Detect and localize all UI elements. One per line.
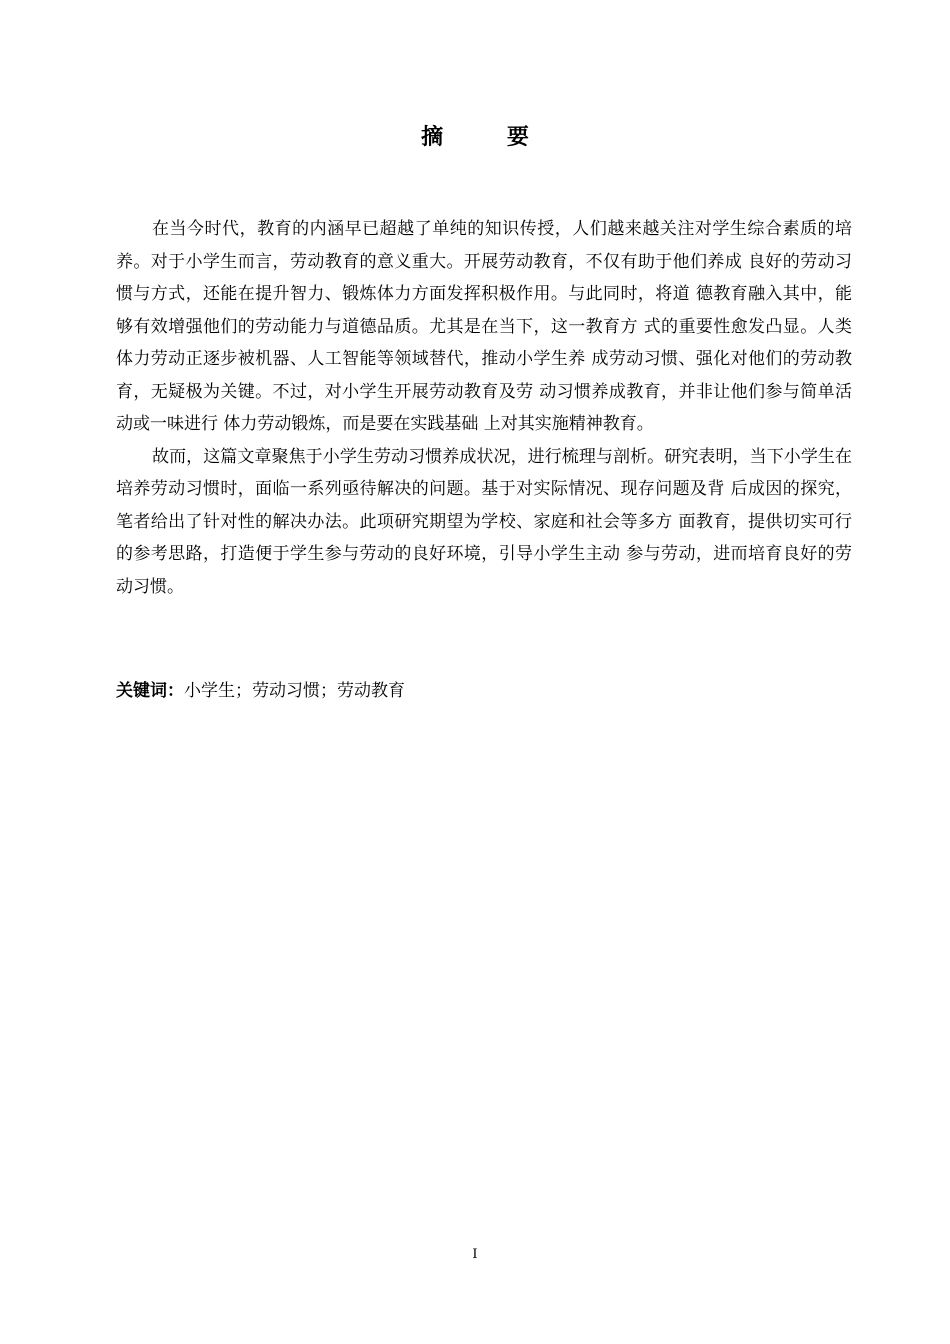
- keywords-value: 小学生；劳动习惯；劳动教育: [184, 681, 405, 701]
- page-number: I: [472, 1247, 478, 1262]
- abstract-paragraph-2: 故而，这篇文章聚焦于小学生劳动习惯养成状况，进行梳理与剖析。研究表明，当下小学生在培养劳动习惯时，面临一系列亟待解决的问题。基于对实际情况、现存问题及背 后成因的探究，笔者给出了针对性的解决办法。此项研究期望为学校、家庭和社会等多方 面教育，提供切实可行的参考思路，打造便于学生参与劳动的良好环境，引导小学生主动 参与劳动，进而培育良好的劳动习惯。: [116, 446, 852, 597]
- keywords-label: 关键词：: [116, 681, 184, 701]
- abstract-paragraph-1: 在当今时代，教育的内涵早已超越了单纯的知识传授，人们越来越关注对学生综合素质的培养。对于小学生而言，劳动教育的意义重大。开展劳动教育，不仅有助于他们养成 良好的劳动习惯与方式，还能在提升智力、锻炼体力方面发挥积极作用。与此同时，将道 德教育融入其中，能够有效增强他们的劳动能力与道德品质。尤其是在当下，这一教育方 式的重要性愈发凸显。人类体力劳动正逐步被机器、人工智能等领域替代，推动小学生养 成劳动习惯、强化对他们的劳动教育，无疑极为关键。不过，对小学生开展劳动教育及劳 动习惯养成教育，并非让他们参与简单活动或一味进行 体力劳动锻炼，而是要在实践基础 上对其实施精神教育。: [116, 219, 852, 434]
- keywords-line: [116, 676, 852, 706]
- abstract-body: [116, 213, 852, 603]
- abstract-title: 摘 要: [421, 125, 557, 150]
